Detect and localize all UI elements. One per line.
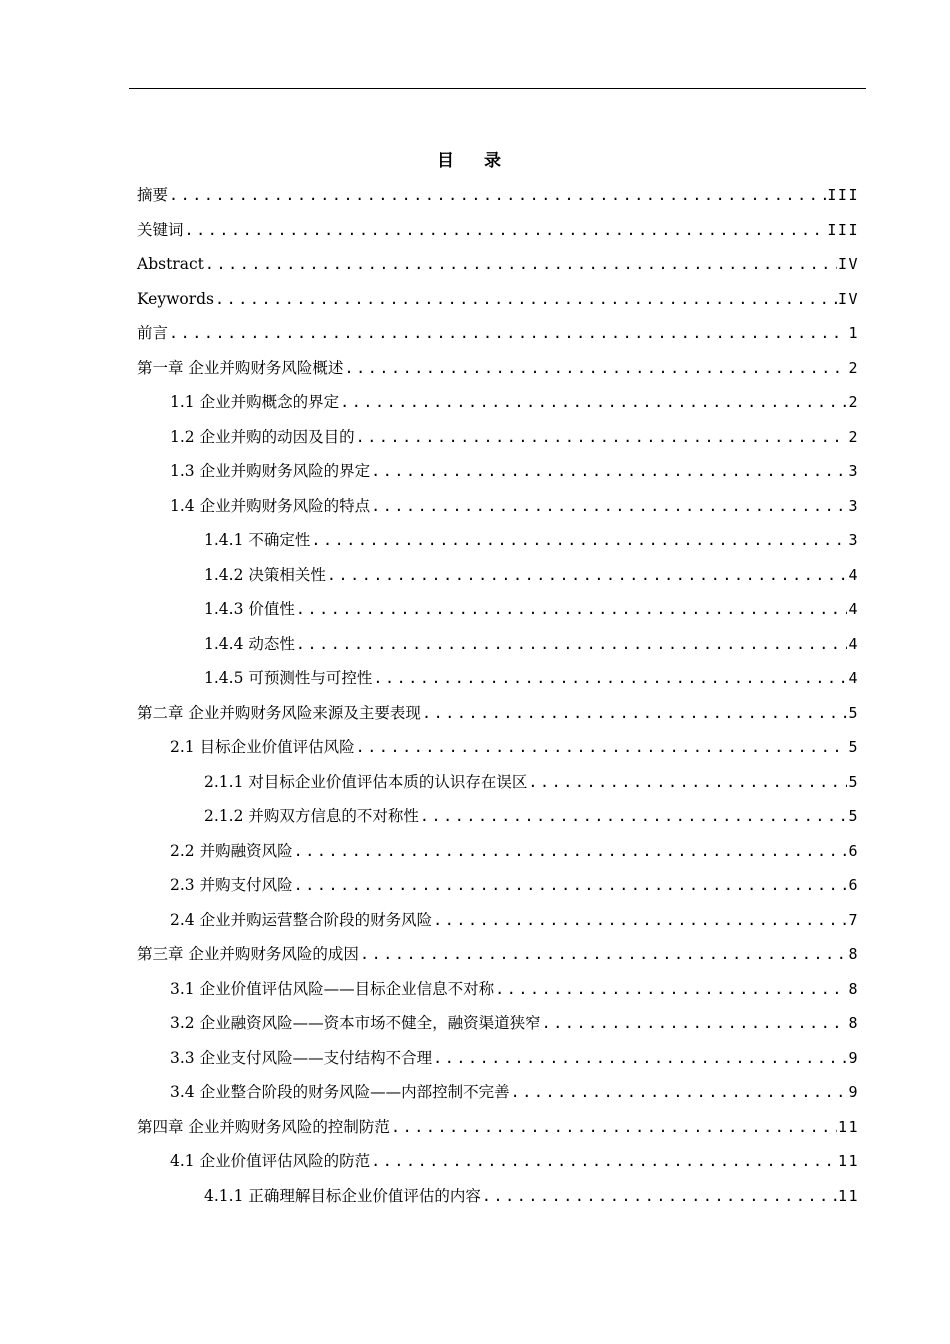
toc-entry-page-number: 8: [848, 979, 859, 998]
toc-entry-page-number: 4: [848, 565, 859, 584]
toc-entry-label: 第四章 企业并购财务风险的控制防范: [137, 1117, 390, 1136]
toc-entry-label: 1.2 企业并购的动因及目的: [170, 427, 355, 446]
toc-entry-label: 2.4 企业并购运营整合阶段的财务风险: [170, 910, 433, 929]
toc-entry-label: 2.1.2 并购双方信息的不对称性: [204, 807, 419, 825]
toc-entry-page-number: III: [827, 220, 859, 239]
toc-entry-page-number: 11: [837, 1152, 859, 1170]
toc-entry-page-number: 5: [848, 772, 859, 791]
toc-entry[interactable]: [0, 1144, 950, 1179]
toc-dot-leader: [340, 385, 847, 420]
toc-dot-leader: [205, 247, 837, 282]
toc-entry-label: 3.4 企业整合阶段的财务风险——内部控制不完善: [170, 1083, 510, 1101]
toc-entry[interactable]: [0, 454, 950, 489]
toc-dot-leader: [528, 765, 847, 800]
toc-entry-page-number: 5: [848, 703, 859, 722]
toc-entry[interactable]: [0, 730, 950, 765]
toc-entry-label: 第二章 企业并购财务风险来源及主要表现: [137, 703, 421, 722]
toc-entry-page-number: 8: [848, 945, 859, 963]
toc-dot-leader: [344, 351, 847, 386]
toc-entry[interactable]: [0, 765, 950, 800]
toc-entry-label: 2.2 并购融资风险: [170, 841, 293, 860]
toc-entry-label: 1.4 企业并购财务风险的特点: [170, 496, 371, 515]
toc-dot-leader: [371, 1144, 837, 1179]
toc-entry-page-number: 3: [848, 531, 859, 549]
toc-entry[interactable]: [0, 661, 950, 696]
toc-entry-label: 2.1.1 对目标企业价值评估本质的认识存在误区: [204, 772, 528, 791]
toc-dot-leader: [420, 799, 848, 834]
toc-entry-page-number: 3: [848, 462, 859, 480]
toc-dot-leader: [356, 730, 848, 765]
toc-dot-leader: [542, 1006, 848, 1041]
header-rule: [129, 88, 866, 89]
toc-entry[interactable]: [0, 420, 950, 455]
toc-entry-page-number: III: [827, 186, 859, 204]
toc-list: [0, 178, 950, 1213]
toc-entry-page-number: 5: [848, 807, 859, 825]
toc-entry-page-number: 11: [837, 1117, 859, 1136]
toc-entry-page-number: 6: [848, 841, 859, 860]
toc-entry-page-number: 8: [848, 1014, 859, 1032]
toc-entry-label: Abstract: [137, 255, 204, 273]
toc-entry-page-number: 3: [848, 496, 859, 515]
toc-entry-label: 第一章 企业并购财务风险概述: [137, 358, 344, 377]
toc-dot-leader: [433, 903, 847, 938]
toc-entry[interactable]: [0, 489, 950, 524]
toc-entry-label: 2.1 目标企业价值评估风险: [170, 738, 355, 756]
toc-entry[interactable]: [0, 696, 950, 731]
toc-entry[interactable]: [0, 834, 950, 869]
toc-dot-leader: [360, 937, 848, 972]
toc-dot-leader: [185, 213, 827, 248]
toc-entry[interactable]: [0, 282, 950, 317]
toc-entry-page-number: 9: [848, 1048, 859, 1067]
toc-entry[interactable]: [0, 523, 950, 558]
toc-entry-label: 4.1 企业价值评估风险的防范: [170, 1152, 371, 1170]
toc-dot-leader: [371, 454, 847, 489]
toc-entry-page-number: 4: [848, 634, 859, 653]
toc-entry-page-number: 2: [848, 358, 859, 377]
toc-dot-leader: [296, 627, 848, 662]
toc-dot-leader: [482, 1179, 837, 1214]
toc-entry-label: 3.3 企业支付风险——支付结构不合理: [170, 1048, 433, 1067]
toc-entry-page-number: 11: [837, 1186, 859, 1205]
toc-entry[interactable]: [0, 247, 950, 282]
toc-entry[interactable]: [0, 351, 950, 386]
toc-dot-leader: [391, 1110, 837, 1145]
toc-dot-leader: [371, 489, 847, 524]
toc-entry-label: 1.3 企业并购财务风险的界定: [170, 462, 371, 480]
toc-entry[interactable]: [0, 1110, 950, 1145]
toc-entry[interactable]: [0, 558, 950, 593]
toc-entry-label: 1.4.4 动态性: [204, 634, 295, 653]
toc-entry[interactable]: [0, 178, 950, 213]
toc-entry-label: 前言: [137, 324, 169, 342]
toc-entry-page-number: 5: [848, 738, 859, 756]
toc-dot-leader: [215, 282, 837, 317]
toc-dot-leader: [495, 972, 847, 1007]
toc-entry-label: 4.1.1 正确理解目标企业价值评估的内容: [204, 1186, 481, 1205]
toc-dot-leader: [169, 316, 847, 351]
toc-entry[interactable]: [0, 868, 950, 903]
toc-entry[interactable]: [0, 1041, 950, 1076]
toc-dot-leader: [311, 523, 847, 558]
toc-entry-page-number: IV: [837, 255, 859, 273]
toc-entry[interactable]: [0, 385, 950, 420]
toc-entry-page-number: 1: [848, 324, 859, 342]
toc-entry[interactable]: [0, 1006, 950, 1041]
toc-dot-leader: [294, 868, 848, 903]
toc-dot-leader: [422, 696, 848, 731]
toc-entry-label: Keywords: [137, 289, 214, 308]
toc-entry[interactable]: [0, 799, 950, 834]
toc-entry-label: 关键词: [137, 220, 184, 239]
toc-dot-leader: [327, 558, 848, 593]
toc-entry-label: 1.4.3 价值性: [204, 600, 295, 618]
toc-dot-leader: [373, 661, 847, 696]
toc-entry-page-number: 4: [848, 600, 859, 618]
toc-entry-page-number: 9: [848, 1083, 859, 1101]
toc-entry-label: 第三章 企业并购财务风险的成因: [137, 945, 359, 963]
toc-dot-leader: [169, 178, 826, 213]
toc-entry[interactable]: [0, 627, 950, 662]
toc-entry-label: 1.1 企业并购概念的界定: [170, 393, 340, 411]
toc-dot-leader: [356, 420, 848, 455]
toc-entry[interactable]: [0, 937, 950, 972]
toc-entry[interactable]: [0, 1179, 950, 1214]
toc-entry-page-number: 7: [848, 910, 859, 929]
toc-entry-label: 1.4.2 决策相关性: [204, 565, 326, 584]
toc-entry[interactable]: [0, 1075, 950, 1110]
toc-entry-label: 1.4.5 可预测性与可控性: [204, 669, 373, 687]
toc-entry-page-number: 4: [848, 669, 859, 687]
toc-entry-label: 3.2 企业融资风险——资本市场不健全，融资渠道狭窄: [170, 1014, 541, 1032]
toc-dot-leader: [433, 1041, 847, 1076]
toc-entry[interactable]: [0, 213, 950, 248]
toc-entry-label: 3.1 企业价值评估风险——目标企业信息不对称: [170, 979, 495, 998]
toc-title: 目 录: [437, 151, 513, 171]
toc-entry[interactable]: [0, 972, 950, 1007]
toc-entry-page-number: 2: [848, 427, 859, 446]
toc-entry[interactable]: [0, 592, 950, 627]
toc-dot-leader: [296, 592, 848, 627]
toc-entry-page-number: IV: [837, 289, 859, 308]
toc-entry-label: 1.4.1 不确定性: [204, 531, 311, 549]
toc-entry-page-number: 2: [848, 393, 859, 411]
toc-entry-label: 摘要: [137, 186, 169, 204]
toc-dot-leader: [511, 1075, 848, 1110]
toc-entry-label: 2.3 并购支付风险: [170, 876, 293, 894]
toc-entry[interactable]: [0, 316, 950, 351]
toc-dot-leader: [294, 834, 848, 869]
toc-entry[interactable]: [0, 903, 950, 938]
toc-entry-page-number: 6: [848, 876, 859, 894]
